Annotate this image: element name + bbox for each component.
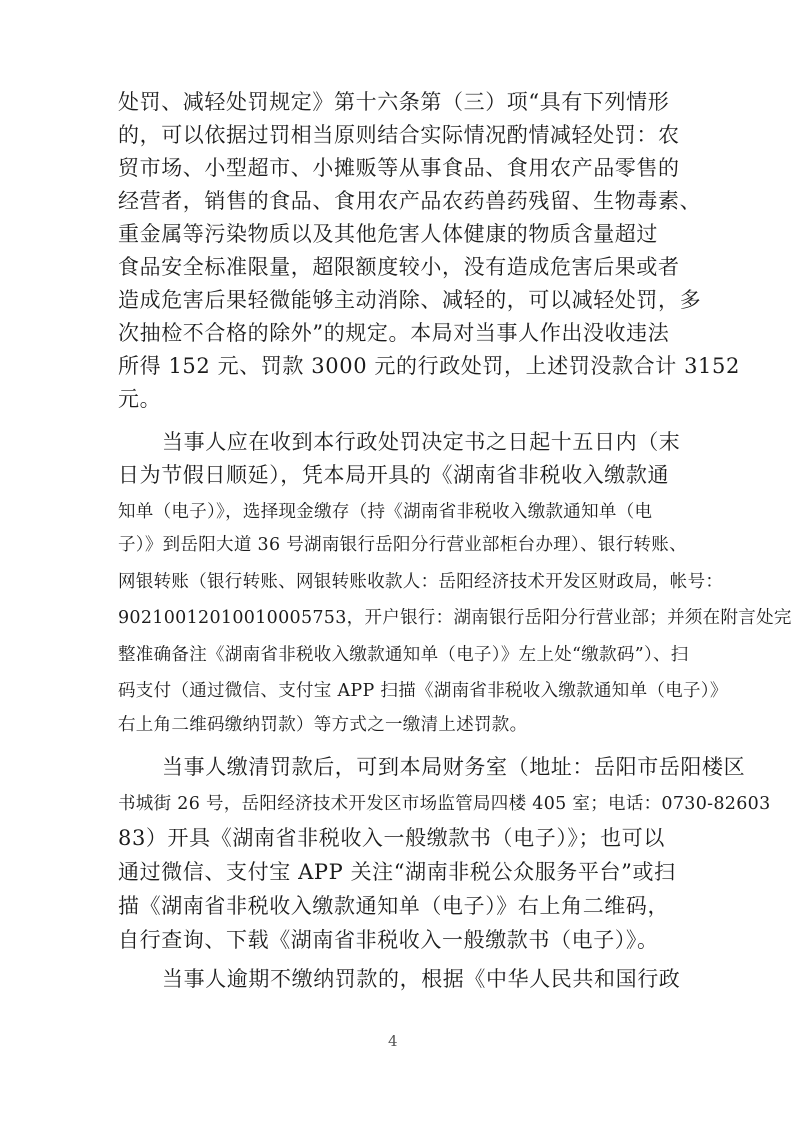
paragraph-first-line: 当事人应在收到本行政处罚决定书之日起十五日内（末: [162, 430, 681, 454]
text-line: 的，可以依据过罚相当原则结合实际情况酌情减轻处罚：农: [118, 123, 680, 147]
text-line: 重金属等污染物质以及其他危害人体健康的物质含量超过: [118, 222, 658, 246]
text-line: 子）》到岳阳大道 36 号湖南银行岳阳分行营业部柜台办理）、银行转账、: [118, 535, 687, 555]
paragraph-first-line: 当事人逾期不缴纳罚款的，根据《中华人民共和国行政: [162, 967, 681, 991]
text-line: 元。: [118, 387, 162, 411]
text-line: 经营者，销售的食品、食用农产品农药兽药残留、生物毒素、: [118, 189, 702, 213]
text-line: 贸市场、小型超市、小摊贩等从事食品、食用农产品零售的: [118, 156, 680, 180]
text-line: 所得 152 元、罚款 3000 元的行政处罚，上述罚没款合计 3152: [118, 354, 740, 378]
text-line: 网银转账（银行转账、网银转账收款人：岳阳经济技术开发区财政局，帐号：: [118, 572, 724, 592]
text-line: 83）开具《湖南省非税收入一般缴款书（电子）》；也可以: [118, 826, 665, 850]
text-line: 处罚、减轻处罚规定》第十六条第（三）项“具有下列情形: [118, 90, 670, 114]
text-line: 次抽检不合格的除外”的规定。本局对当事人作出没收违法: [118, 321, 670, 345]
text-line: 码支付（通过微信、支付宝 APP 扫描《湖南省非税收入缴款通知单（电子）》: [118, 681, 728, 701]
text-line: 通过微信、支付宝 APP 关注“湖南非税公众服务平台”或扫: [118, 860, 676, 884]
paragraph-first-line: 当事人缴清罚款后，可到本局财务室（地址：岳阳市岳阳楼区: [162, 755, 746, 779]
text-line: 90210012010010005753，开户银行：湖南银行岳阳分行营业部；并须在附言处完: [118, 608, 792, 628]
text-line: 食品安全标准限量，超限额度较小，没有造成危害后果或者: [118, 255, 680, 279]
text-line: 日为节假日顺延），凭本局开具的《湖南省非税收入缴款通: [118, 463, 670, 487]
page-number: 4: [388, 1032, 398, 1050]
text-line: 自行查询、下载《湖南省非税收入一般缴款书（电子）》。: [118, 928, 659, 952]
text-line: 右上角二维码缴纳罚款）等方式之一缴清上述罚款。: [118, 715, 528, 735]
text-line: 造成危害后果轻微能够主动消除、减轻的，可以减轻处罚，多: [118, 288, 702, 312]
text-line: 整准确备注《湖南省非税收入缴款通知单（电子）》左上处“缴款码”）、扫: [118, 645, 689, 665]
text-line: 描《湖南省非税收入缴款通知单（电子）》右上角二维码，: [118, 894, 670, 918]
text-line: 知单（电子）》，选择现金缴存（持《湖南省非税收入缴款通知单（电: [118, 502, 653, 522]
text-line: 书城街 26 号，岳阳经济技术开发区市场监管局四楼 405 室；电话：0730-82603: [118, 794, 771, 814]
